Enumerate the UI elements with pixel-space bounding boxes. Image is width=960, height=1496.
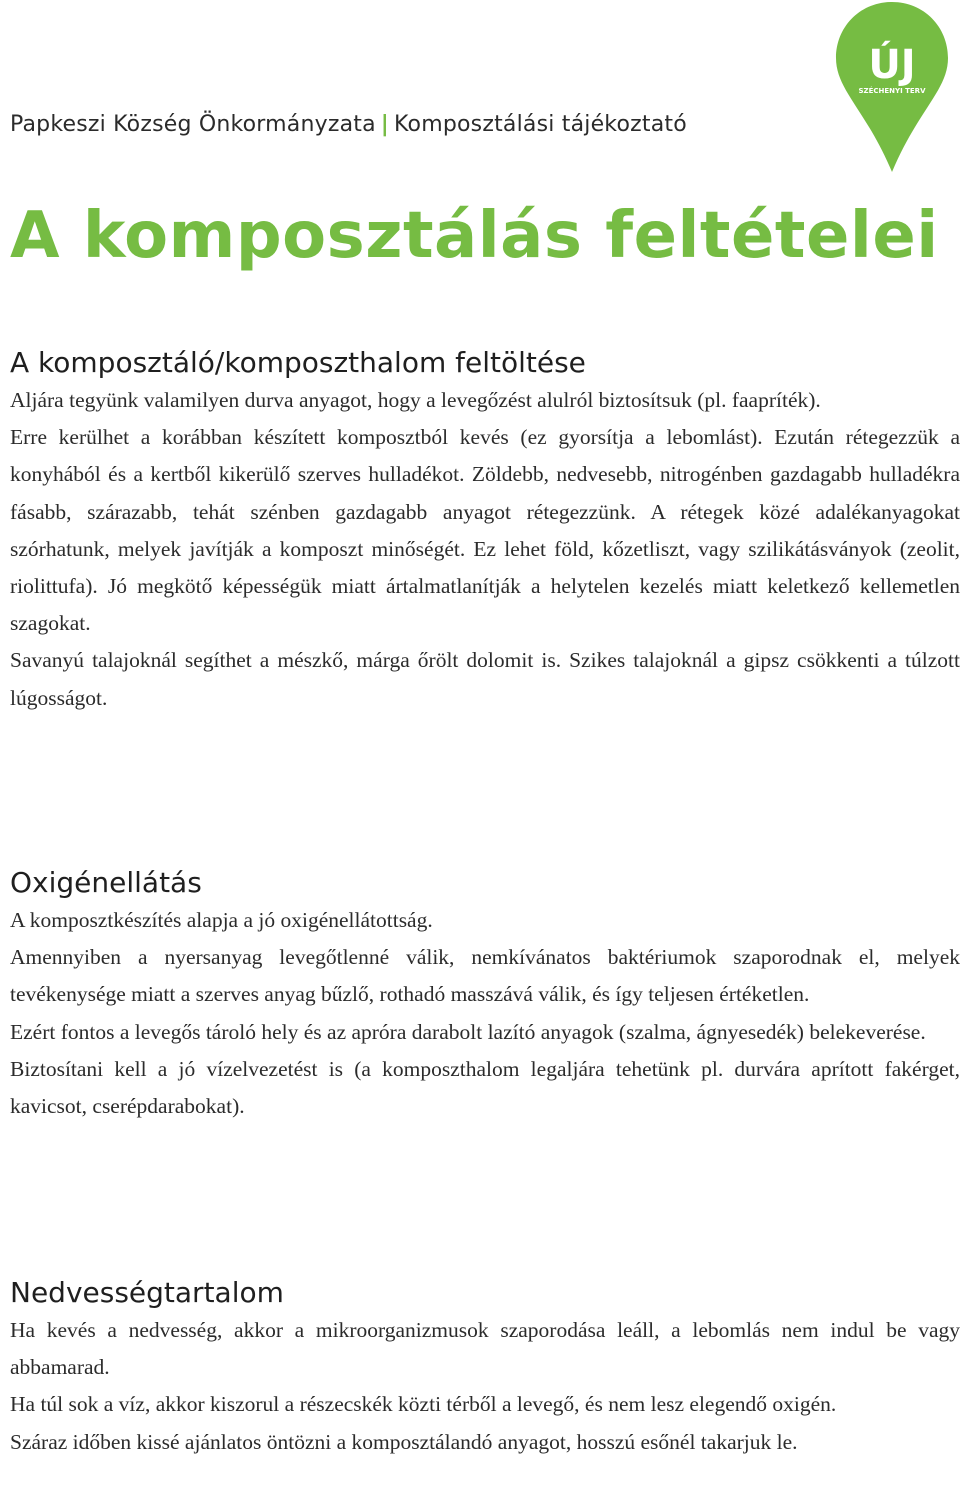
paragraph: Biztosítani kell a jó vízelvezetést is (a komposzthalom legaljára tehetünk pl. durvára aprított fakérget, kavicsot, cserépdarabokat). bbox=[10, 1056, 960, 1119]
section-oxygen bbox=[10, 864, 960, 1125]
document-header bbox=[10, 112, 687, 137]
paragraph: A komposztkészítés alapja a jó oxigénellátottság. bbox=[10, 908, 433, 932]
header-document-type: Komposztálási tájékoztató bbox=[394, 112, 687, 137]
page-title: A komposztálás feltételei bbox=[10, 199, 939, 273]
paragraph: Aljára tegyünk valamilyen durva anyagot, hogy a levegőzést alulról biztosítsuk (pl. faapríték). bbox=[10, 388, 821, 412]
paragraph: Ha kevés a nedvesség, akkor a mikroorganizmusok szaporodása leáll, a lebomlás nem indul be vagy abbamarad. bbox=[10, 1318, 960, 1380]
paragraph: Száraz időben kissé ajánlatos öntözni a komposztálandó anyagot, hosszú esőnél takarjuk le. bbox=[10, 1429, 798, 1454]
section-filling bbox=[10, 344, 960, 717]
logo-main-text: ÚJ bbox=[868, 42, 916, 88]
paragraph: Savanyú talajoknál segíthet a mészkő, márga őrölt dolomit is. Szikes talajoknál a gipsz csökkenti a túlzott lúgosságot. bbox=[10, 648, 960, 710]
paragraph: Amennyiben a nyersanyag levegőtlenné válik, nemkívánatos baktériumok szaporodnak el, melyek tevékenysége miatt a szerves anyag bűzlő, rothadó masszává válik, és így teljesen értéketlen. bbox=[10, 945, 960, 1007]
paragraph: Ezért fontos a levegős tároló hely és az apróra darabolt lazító anyagok (szalma, ágnyesedék) belekeverése. bbox=[10, 1019, 926, 1044]
logo-sub-text: SZÉCHENYI TERV bbox=[858, 87, 926, 95]
section-heading: A komposztáló/komposzthalom feltöltése bbox=[10, 346, 586, 379]
header-organization: Papkeszi Község Önkormányzata bbox=[10, 112, 376, 137]
section-moisture bbox=[10, 1274, 960, 1461]
section-heading: Oxigénellátás bbox=[10, 866, 202, 899]
header-separator: | bbox=[380, 112, 390, 137]
map-pin-logo-icon bbox=[832, 0, 952, 175]
uj-szechenyi-terv-logo bbox=[832, 0, 952, 175]
section-heading: Nedvességtartalom bbox=[10, 1276, 284, 1309]
paragraph: Erre kerülhet a korábban készített komposztból kevés (ez gyorsítja a lebomlást). Ezután rétegezzük a konyhából és a kertből kikerülő szerves hulladékot. Zöldebb, nedvesebb, nitrogénben gazdagabb hulladékra fásabb, szárazabb, tehát szénben gazdagabb anyagot rétegezzünk. A rétegek közé adalékanyagokat szórhatunk, melyek javítják a komposzt minőségét. Ez lehet föld, kőzetliszt, vagy szilikátásványok (zeolit, riolittufa). Jó megkötő képességük miatt ártalmatlanítják a helytelen kezelés miatt keletkező kellemetlen szagokat. bbox=[10, 425, 960, 636]
paragraph: Ha túl sok a víz, akkor kiszorul a részecskék közti térből a levegő, és nem lesz elegendő oxigén. bbox=[10, 1392, 837, 1417]
